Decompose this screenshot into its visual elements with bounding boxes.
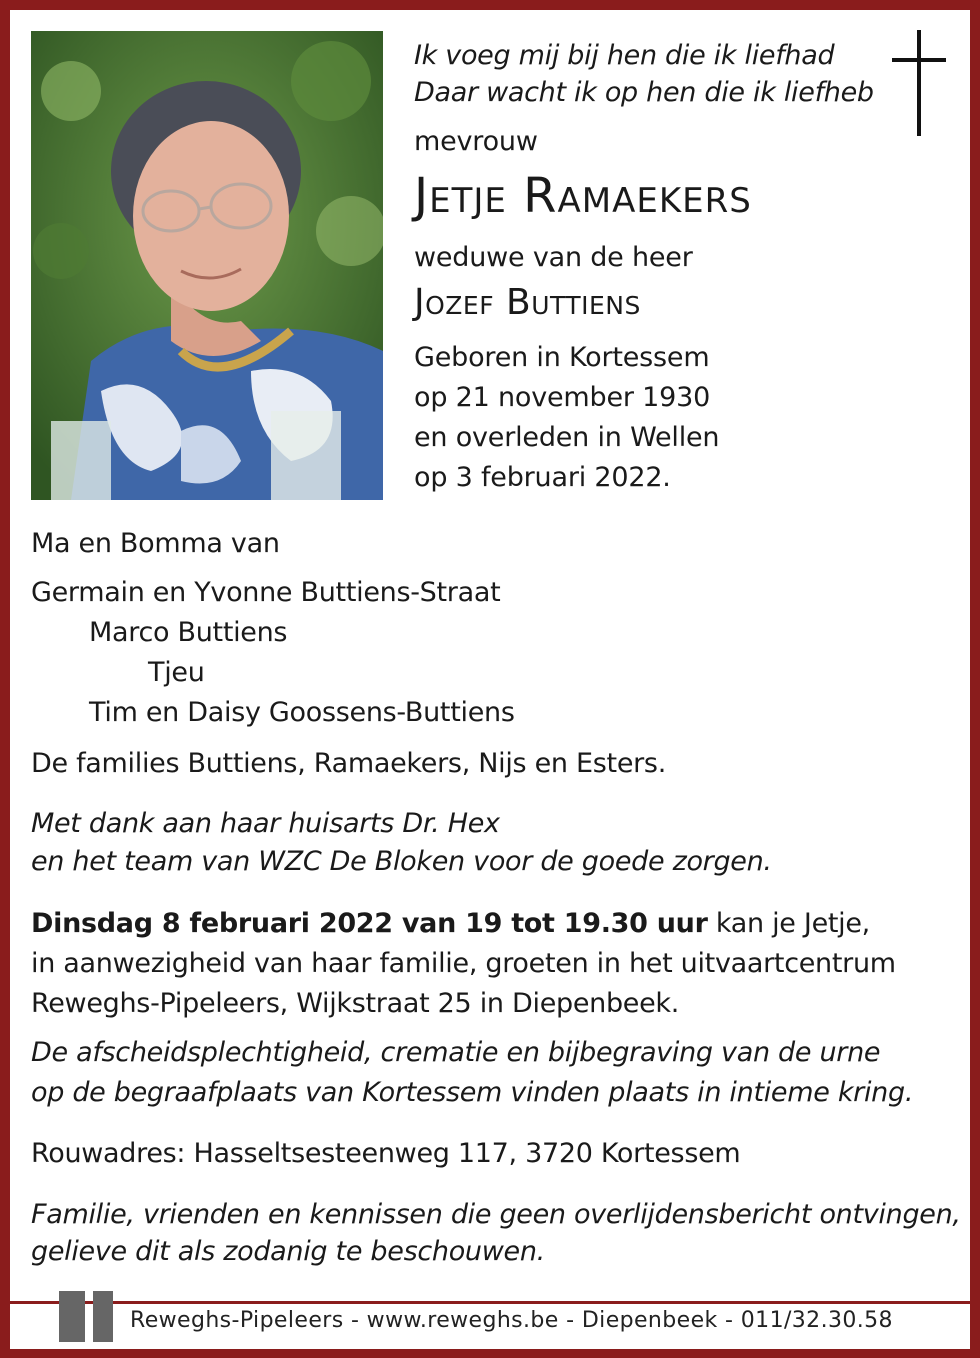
mourning-address: Rouwadres: Hasseltsesteenweg 117, 3720 Kortessem: [31, 1138, 741, 1169]
relation-text: weduwe van de heer: [414, 242, 693, 273]
notice-line-1: Familie, vrienden en kennissen die geen overlijdensbericht ontvingen,: [31, 1199, 961, 1230]
visit-rest: kan je Jetje,: [707, 908, 870, 939]
funeral-home-logo-icon-part: [93, 1291, 113, 1342]
thanks-line-1: Met dank aan haar huisarts Dr. Hex: [31, 808, 500, 839]
visit-line-1: [31, 908, 870, 939]
ceremony-line-2: op de begraafplaats van Kortessem vinden plaats in intieme kring.: [31, 1077, 914, 1108]
visit-date-time: Dinsdag 8 februari 2022 van 19 tot 19.30 uur: [31, 908, 708, 939]
born-date: op 21 november 1930: [414, 382, 711, 413]
born-place: Geboren in Kortessem: [414, 342, 710, 373]
family-member: Marco Buttiens: [89, 617, 288, 648]
footer-contact: Reweghs-Pipeleers - www.reweghs.be - Diepenbeek - 011/32.30.58: [130, 1308, 893, 1333]
family-member: Germain en Yvonne Buttiens-Straat: [31, 577, 501, 608]
visit-line-3: Reweghs-Pipeleers, Wijkstraat 25 in Diepenbeek.: [31, 988, 680, 1019]
spouse-name: Jozef Buttiens: [414, 282, 641, 323]
died-date: op 3 februari 2022.: [414, 462, 671, 493]
portrait-photo: [31, 31, 383, 500]
thanks-line-2: en het team van WZC De Bloken voor de goede zorgen.: [31, 846, 772, 877]
footer-divider: [10, 1301, 970, 1304]
family-member: Tjeu: [148, 657, 205, 688]
cross-icon: [917, 30, 921, 136]
family-intro: Ma en Bomma van: [31, 528, 280, 559]
funeral-home-logo-icon: [59, 1291, 85, 1342]
visit-line-2: in aanwezigheid van haar familie, groeten in het uitvaartcentrum: [31, 948, 896, 979]
notice-line-2: gelieve dit als zodanig te beschouwen.: [31, 1236, 545, 1267]
cross-icon-bar: [892, 58, 946, 62]
family-member: Tim en Daisy Goossens-Buttiens: [89, 697, 515, 728]
deceased-name: Jetje Ramaekers: [414, 168, 752, 224]
quote-line-1: Ik voeg mij bij hen die ik liefhad: [414, 40, 835, 71]
families-line: De families Buttiens, Ramaekers, Nijs en Esters.: [31, 748, 666, 779]
ceremony-line-1: De afscheidsplechtigheid, crematie en bijbegraving van de urne: [31, 1037, 881, 1068]
deceased-title: mevrouw: [414, 126, 538, 157]
quote-line-2: Daar wacht ik op hen die ik liefheb: [414, 77, 874, 108]
died-place: en overleden in Wellen: [414, 422, 720, 453]
